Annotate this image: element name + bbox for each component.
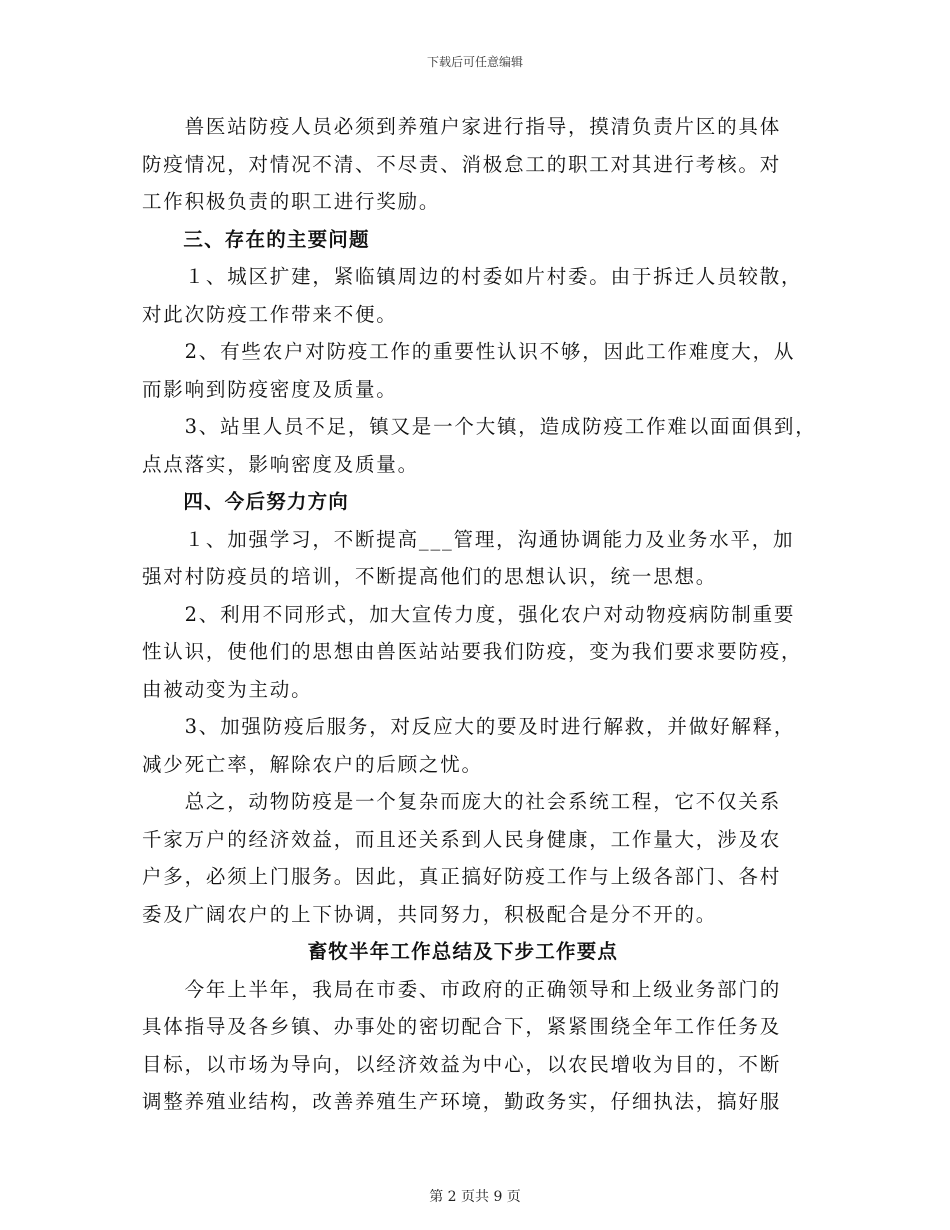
text-line: 兽医站防疫人员必须到养殖户家进行指导，摸清负责片区的具体	[142, 115, 782, 138]
text-line: 委及广阔农户的上下协调，共同努力，积极配合是分不开的。	[142, 902, 718, 926]
text-line: 调整养殖业结构，改善养殖生产环境，勤政务实，仔细执法，搞好服	[142, 1090, 782, 1113]
page-header: 下载后可任意编辑	[426, 55, 523, 69]
text-line: 工作积极负责的职工进行奖励。	[142, 190, 441, 213]
text-line: 总之，动物防疫是一个复杂而庞大的社会系统工程，它不仅关系	[142, 790, 782, 813]
document-title: 畜牧半年工作总结及下步工作要点	[142, 940, 619, 963]
text-line: 3、站里人员不足，镇又是一个大镇，造成防疫工作难以面面俱到，	[142, 415, 817, 438]
document-body	[142, 108, 822, 1121]
text-line: 千家万户的经济效益，而且还关系到人民身健康，工作量大，涉及农	[142, 827, 782, 851]
text-line: 点点落实，影响密度及质量。	[142, 452, 419, 476]
text-line: 户多，必须上门服务。因此，真正搞好防疫工作与上级各部门、各村	[142, 865, 782, 888]
text-line: 强对村防疫员的培训，不断提高他们的思想认识，统一思想。	[142, 565, 718, 588]
text-line: 防疫情况，对情况不清、不尽责、消极怠工的职工对其进行考核。对	[142, 152, 782, 176]
text-line: 而影响到防疫密度及质量。	[142, 377, 398, 401]
text-line: 对此次防疫工作带来不便。	[142, 302, 398, 326]
text-line: 具体指导及各乡镇、办事处的密切配合下，紧紧围绕全年工作任务及	[142, 1015, 782, 1038]
text-line: 今年上半年，我局在市委、市政府的正确领导和上级业务部门的	[142, 977, 782, 1001]
text-line: １、加强学习，不断提高___管理，沟通协调能力及业务水平，加	[142, 527, 795, 551]
text-line: 目标，以市场为导向，以经济效益为中心，以农民增收为目的，不断	[142, 1052, 782, 1076]
text-line: 3、加强防疫后服务，对反应大的要及时进行解救，并做好解释，	[142, 715, 796, 738]
text-line: 2、利用不同形式，加大宣传力度，强化农户对动物疫病防制重要	[142, 602, 796, 626]
page-footer: 第 2 页共 9 页	[429, 1189, 521, 1205]
section-heading: 四、今后努力方向	[142, 490, 350, 513]
text-line: 减少死亡率，解除农户的后顾之忧。	[142, 752, 483, 776]
text-line: 由被动变为主动。	[142, 677, 313, 701]
text-line: １、城区扩建，紧临镇周边的村委如片村委。由于拆迁人员较散，	[142, 265, 803, 288]
text-line: 性认识，使他们的思想由兽医站站要我们防疫，变为我们要求要防疫，	[142, 640, 803, 663]
section-heading: 三、存在的主要问题	[142, 227, 370, 251]
text-line: 2、有些农户对防疫工作的重要性认识不够，因此工作难度大，从	[142, 340, 796, 363]
